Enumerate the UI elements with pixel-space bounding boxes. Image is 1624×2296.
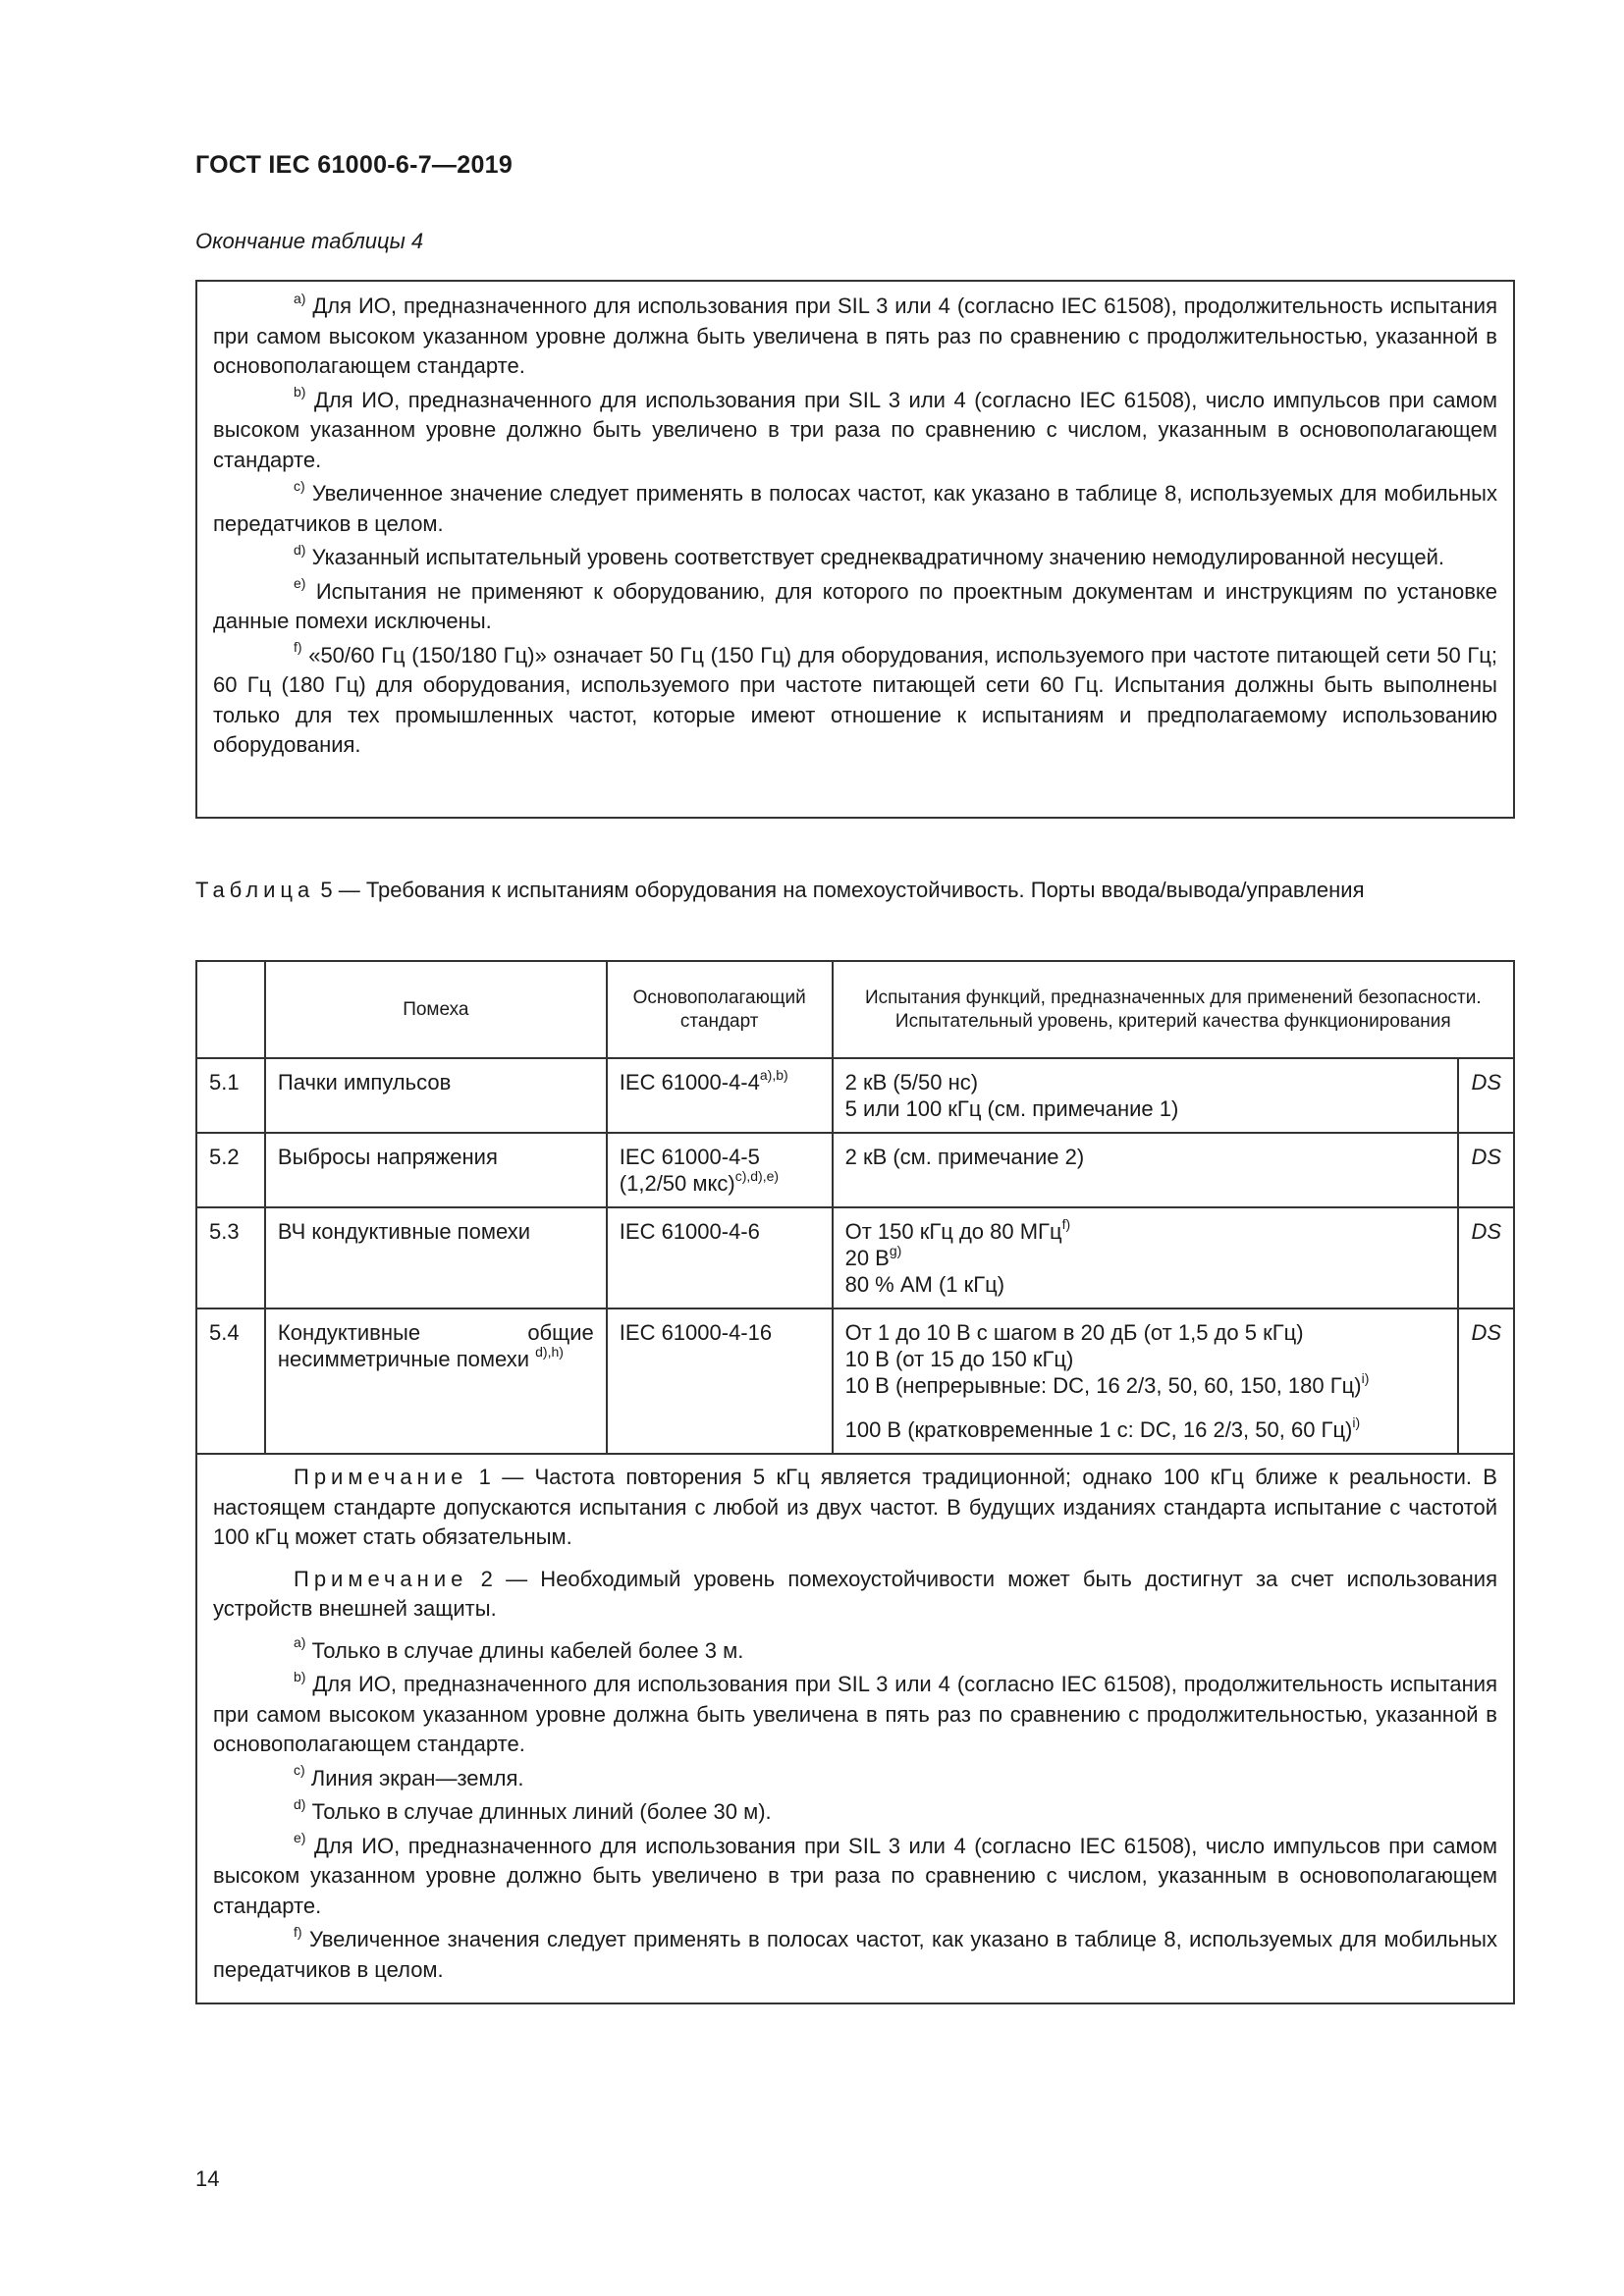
- standard-text: IEC 61000-4-16: [619, 1320, 773, 1345]
- test-level-text: От 1 до 10 В с шагом в 20 дБ (от 1,5 до 5 кГц): [844, 1320, 1304, 1345]
- test-level-cell: [833, 1058, 1459, 1133]
- test-level-text: 10 В (от 15 до 150 кГц): [844, 1347, 1074, 1371]
- footnote-text: «50/60 Гц (150/180 Гц)» означает 50 Гц (150 Гц) для оборудования, используемого при частоте питающей сети 50 Гц; 60 Гц (180 Гц) для оборудования, используемого при частоте питающей сети 60 Гц. Испытания должны быть выполнены только для тех промышленных частот, которые имеют отношение к испытаниям и предполагаемому использованию оборудования.: [213, 642, 1497, 757]
- table-row: [196, 1207, 1514, 1308]
- footnote-item: [213, 1925, 1497, 1985]
- footnote-mark: c): [294, 477, 305, 494]
- standard-line: [620, 1319, 820, 1346]
- header-requirements: Испытания функций, предназначенных для применений безопасности. Испытательный уровень, критерий качества функционирования: [833, 961, 1514, 1058]
- standard-cell: [607, 1133, 833, 1207]
- standard-text: IEC 61000-4-4: [619, 1070, 760, 1095]
- test-level-line: [845, 1069, 1446, 1095]
- standard-text: IEC 61000-4-5: [619, 1145, 760, 1169]
- row-number: 5.4: [196, 1308, 265, 1454]
- footnote-mark: f): [294, 639, 302, 656]
- footnote-item: [213, 1832, 1497, 1922]
- table5-notes: [213, 1463, 1497, 1625]
- footnote-text: Указанный испытательный уровень соответствует среднеквадратичному значению немодулированной несущей.: [311, 545, 1444, 569]
- phenomenon-text: ВЧ кондуктивные помехи: [277, 1219, 530, 1244]
- table5-notes-row: [196, 1454, 1514, 2003]
- table4-footnote-list: [213, 292, 1497, 761]
- footnote-item: [213, 1797, 1497, 1828]
- note-text: 2 — Необходимый уровень помехоустойчивости может быть достигнут за счет использования устройств внешней защиты.: [213, 1566, 1497, 1621]
- footnote-mark: f): [294, 1923, 302, 1940]
- row-number: 5.2: [196, 1133, 265, 1207]
- phenomenon-cell: [265, 1207, 607, 1308]
- standard-line: [620, 1144, 820, 1170]
- footnote-ref: a),b): [759, 1066, 788, 1083]
- footnote-item: [213, 1636, 1497, 1667]
- test-level-text: 2 кВ (5/50 нс): [844, 1070, 979, 1095]
- test-level-line: [844, 1369, 1446, 1399]
- table-row: [196, 1133, 1514, 1207]
- footnote-mark: d): [294, 541, 306, 558]
- table4-footnotes-box: [195, 280, 1515, 819]
- test-level-cell: [833, 1133, 1459, 1207]
- test-level-text: 5 или 100 кГц (см. примечание 1): [844, 1096, 1179, 1121]
- table5-caption-text: 5 — Требования к испытаниям оборудования на помехоустойчивость. Порты ввода/вывода/управления: [320, 878, 1365, 902]
- note-text: 1 — Частота повторения 5 кГц является традиционной; однако 100 кГц ближе к реальности. В настоящем стандарте допускаются испытания с любой из двух частот. В будущих изданиях стандарта испытание с частотой 100 кГц может стать обязательным.: [213, 1465, 1497, 1549]
- test-level-text: От 150 кГц до 80 МГц: [844, 1219, 1062, 1244]
- footnote-text: Линия экран—земля.: [310, 1765, 524, 1790]
- test-level-line: [845, 1095, 1446, 1122]
- test-level-cell: [833, 1207, 1459, 1308]
- criterion-cell: DS: [1458, 1058, 1514, 1133]
- test-level-line: [845, 1416, 1446, 1443]
- standard-cell: [607, 1058, 833, 1133]
- test-level-text: 10 В (непрерывные: DC, 16 2/3, 50, 60, 150, 180 Гц): [844, 1373, 1362, 1398]
- test-level-text: 100 В (кратковременные 1 с: DC, 16 2/3, 50, 60 Гц): [844, 1417, 1353, 1442]
- document-code-header: ГОСТ IEC 61000-6-7—2019: [195, 151, 514, 179]
- test-level-line: [845, 1319, 1446, 1346]
- phenomenon-cell: [265, 1058, 607, 1133]
- criterion-cell: DS: [1458, 1207, 1514, 1308]
- criterion-cell: DS: [1458, 1133, 1514, 1207]
- test-level-line: [844, 1215, 1446, 1245]
- footnote-item: [213, 1670, 1497, 1760]
- table5-footnote-list: [213, 1636, 1497, 1986]
- test-level-line: [845, 1346, 1446, 1372]
- test-level-line: [844, 1242, 1446, 1271]
- standard-line: [620, 1218, 820, 1245]
- criterion-cell: DS: [1458, 1308, 1514, 1454]
- footnote-ref: i): [1361, 1369, 1370, 1386]
- table5: [195, 960, 1515, 2004]
- footnote-mark: e): [294, 575, 306, 592]
- footnote-mark: b): [294, 384, 306, 400]
- footnote-text: Только в случае длины кабелей более 3 м.: [311, 1637, 744, 1663]
- footnote-ref: c),d),e): [734, 1167, 780, 1184]
- footnote-item: [213, 543, 1497, 573]
- row-number: 5.1: [196, 1058, 265, 1133]
- phenomenon-text: Кондуктивные общие несимметричные помехи: [277, 1320, 594, 1371]
- phenomenon-text: Выбросы напряжения: [277, 1145, 498, 1169]
- footnote-ref: i): [1352, 1414, 1361, 1430]
- phenomenon-text: Пачки импульсов: [277, 1070, 452, 1095]
- test-level-line: [845, 1271, 1446, 1298]
- table-note: [213, 1463, 1497, 1553]
- footnote-item: [213, 292, 1497, 382]
- footnote-text: Увеличенное значения следует применять в полосах частот, как указано в таблице 8, используемых для мобильных передатчиков в целом.: [213, 1927, 1497, 1982]
- footnote-text: Только в случае длинных линий (более 30 м).: [311, 1799, 772, 1824]
- standard-line: [619, 1167, 820, 1197]
- table5-notes-cell: [196, 1454, 1514, 2003]
- footnote-text: Испытания не применяют к оборудованию, для которого по проектным документам и инструкциям по установке данные помехи исключены.: [213, 578, 1497, 633]
- test-level-text: 80 % АМ (1 кГц): [844, 1272, 1005, 1297]
- footnote-item: [213, 641, 1497, 761]
- standard-text: (1,2/50 мкс): [619, 1171, 735, 1196]
- footnote-text: Для ИО, предназначенного для использования при SIL 3 или 4 (согласно IEC 61508), число импульсов при самом высоком указанном уровне должно быть увеличено в три раза по сравнению с числом, указанным в основополагающем стандарте.: [213, 1833, 1497, 1918]
- test-level-cell: [833, 1308, 1459, 1454]
- standard-text: IEC 61000-4-6: [619, 1219, 760, 1244]
- footnote-mark: e): [294, 1830, 306, 1846]
- footnote-item: [213, 386, 1497, 476]
- standard-cell: [607, 1308, 833, 1454]
- phenomenon-cell: [265, 1308, 607, 1454]
- footnote-text: Увеличенное значение следует применять в полосах частот, как указано в таблице 8, используемых для мобильных передатчиков в целом.: [213, 481, 1497, 536]
- note-label: Примечание: [294, 1465, 468, 1489]
- note-label: Примечание: [294, 1566, 468, 1591]
- footnote-mark: a): [294, 1634, 306, 1651]
- test-level-text: 20 В: [844, 1246, 890, 1270]
- phenomenon-cell: [265, 1133, 607, 1207]
- table5-caption: [195, 877, 1515, 904]
- test-level-text: 2 кВ (см. примечание 2): [844, 1145, 1085, 1169]
- table-row: [196, 1308, 1514, 1454]
- header-phenomenon: Помеха: [265, 961, 607, 1058]
- footnote-ref: d),h): [535, 1343, 564, 1360]
- row-number: 5.3: [196, 1207, 265, 1308]
- test-level-line: [845, 1144, 1446, 1170]
- footnote-text: Для ИО, предназначенного для использования при SIL 3 или 4 (согласно IEC 61508), число импульсов при самом высоком указанном уровне должно быть увеличено в три раза по сравнению с числом, указанным в основополагающем стандарте.: [213, 387, 1497, 472]
- continuation-caption: Окончание таблицы 4: [195, 229, 424, 253]
- footnote-mark: c): [294, 1762, 305, 1779]
- footnote-text: Для ИО, предназначенного для использования при SIL 3 или 4 (согласно IEC 61508), продолжительность испытания при самом высоком указанном уровне должна быть увеличена в пять раз по сравнению с продолжительностью, указанной в основополагающем стандарте.: [213, 1672, 1497, 1756]
- footnote-text: Для ИО, предназначенного для использования при SIL 3 или 4 (согласно IEC 61508), продолжительность испытания при самом высоком указанном уровне должна быть увеличена в пять раз по сравнению с продолжительностью, указанной в основополагающем стандарте.: [213, 294, 1497, 378]
- footnote-ref: f): [1061, 1215, 1071, 1232]
- standard-cell: [607, 1207, 833, 1308]
- footnote-ref: g): [889, 1242, 902, 1258]
- table-row: [196, 1058, 1514, 1133]
- footnote-item: [213, 1764, 1497, 1794]
- footnote-item: [213, 479, 1497, 539]
- header-standard: Основополагающий стандарт: [607, 961, 833, 1058]
- footnote-item: [213, 577, 1497, 637]
- footnote-mark: b): [294, 1668, 306, 1684]
- footnote-mark: d): [294, 1795, 306, 1812]
- table5-header-row: [196, 961, 1514, 1058]
- footnote-mark: a): [294, 290, 306, 306]
- header-num-cell: [196, 961, 265, 1058]
- standard-line: [619, 1066, 820, 1095]
- table5-body: [196, 1058, 1514, 1454]
- page-number: 14: [195, 2166, 220, 2191]
- table5-caption-label: Таблица: [195, 878, 315, 902]
- table-note: [213, 1565, 1497, 1625]
